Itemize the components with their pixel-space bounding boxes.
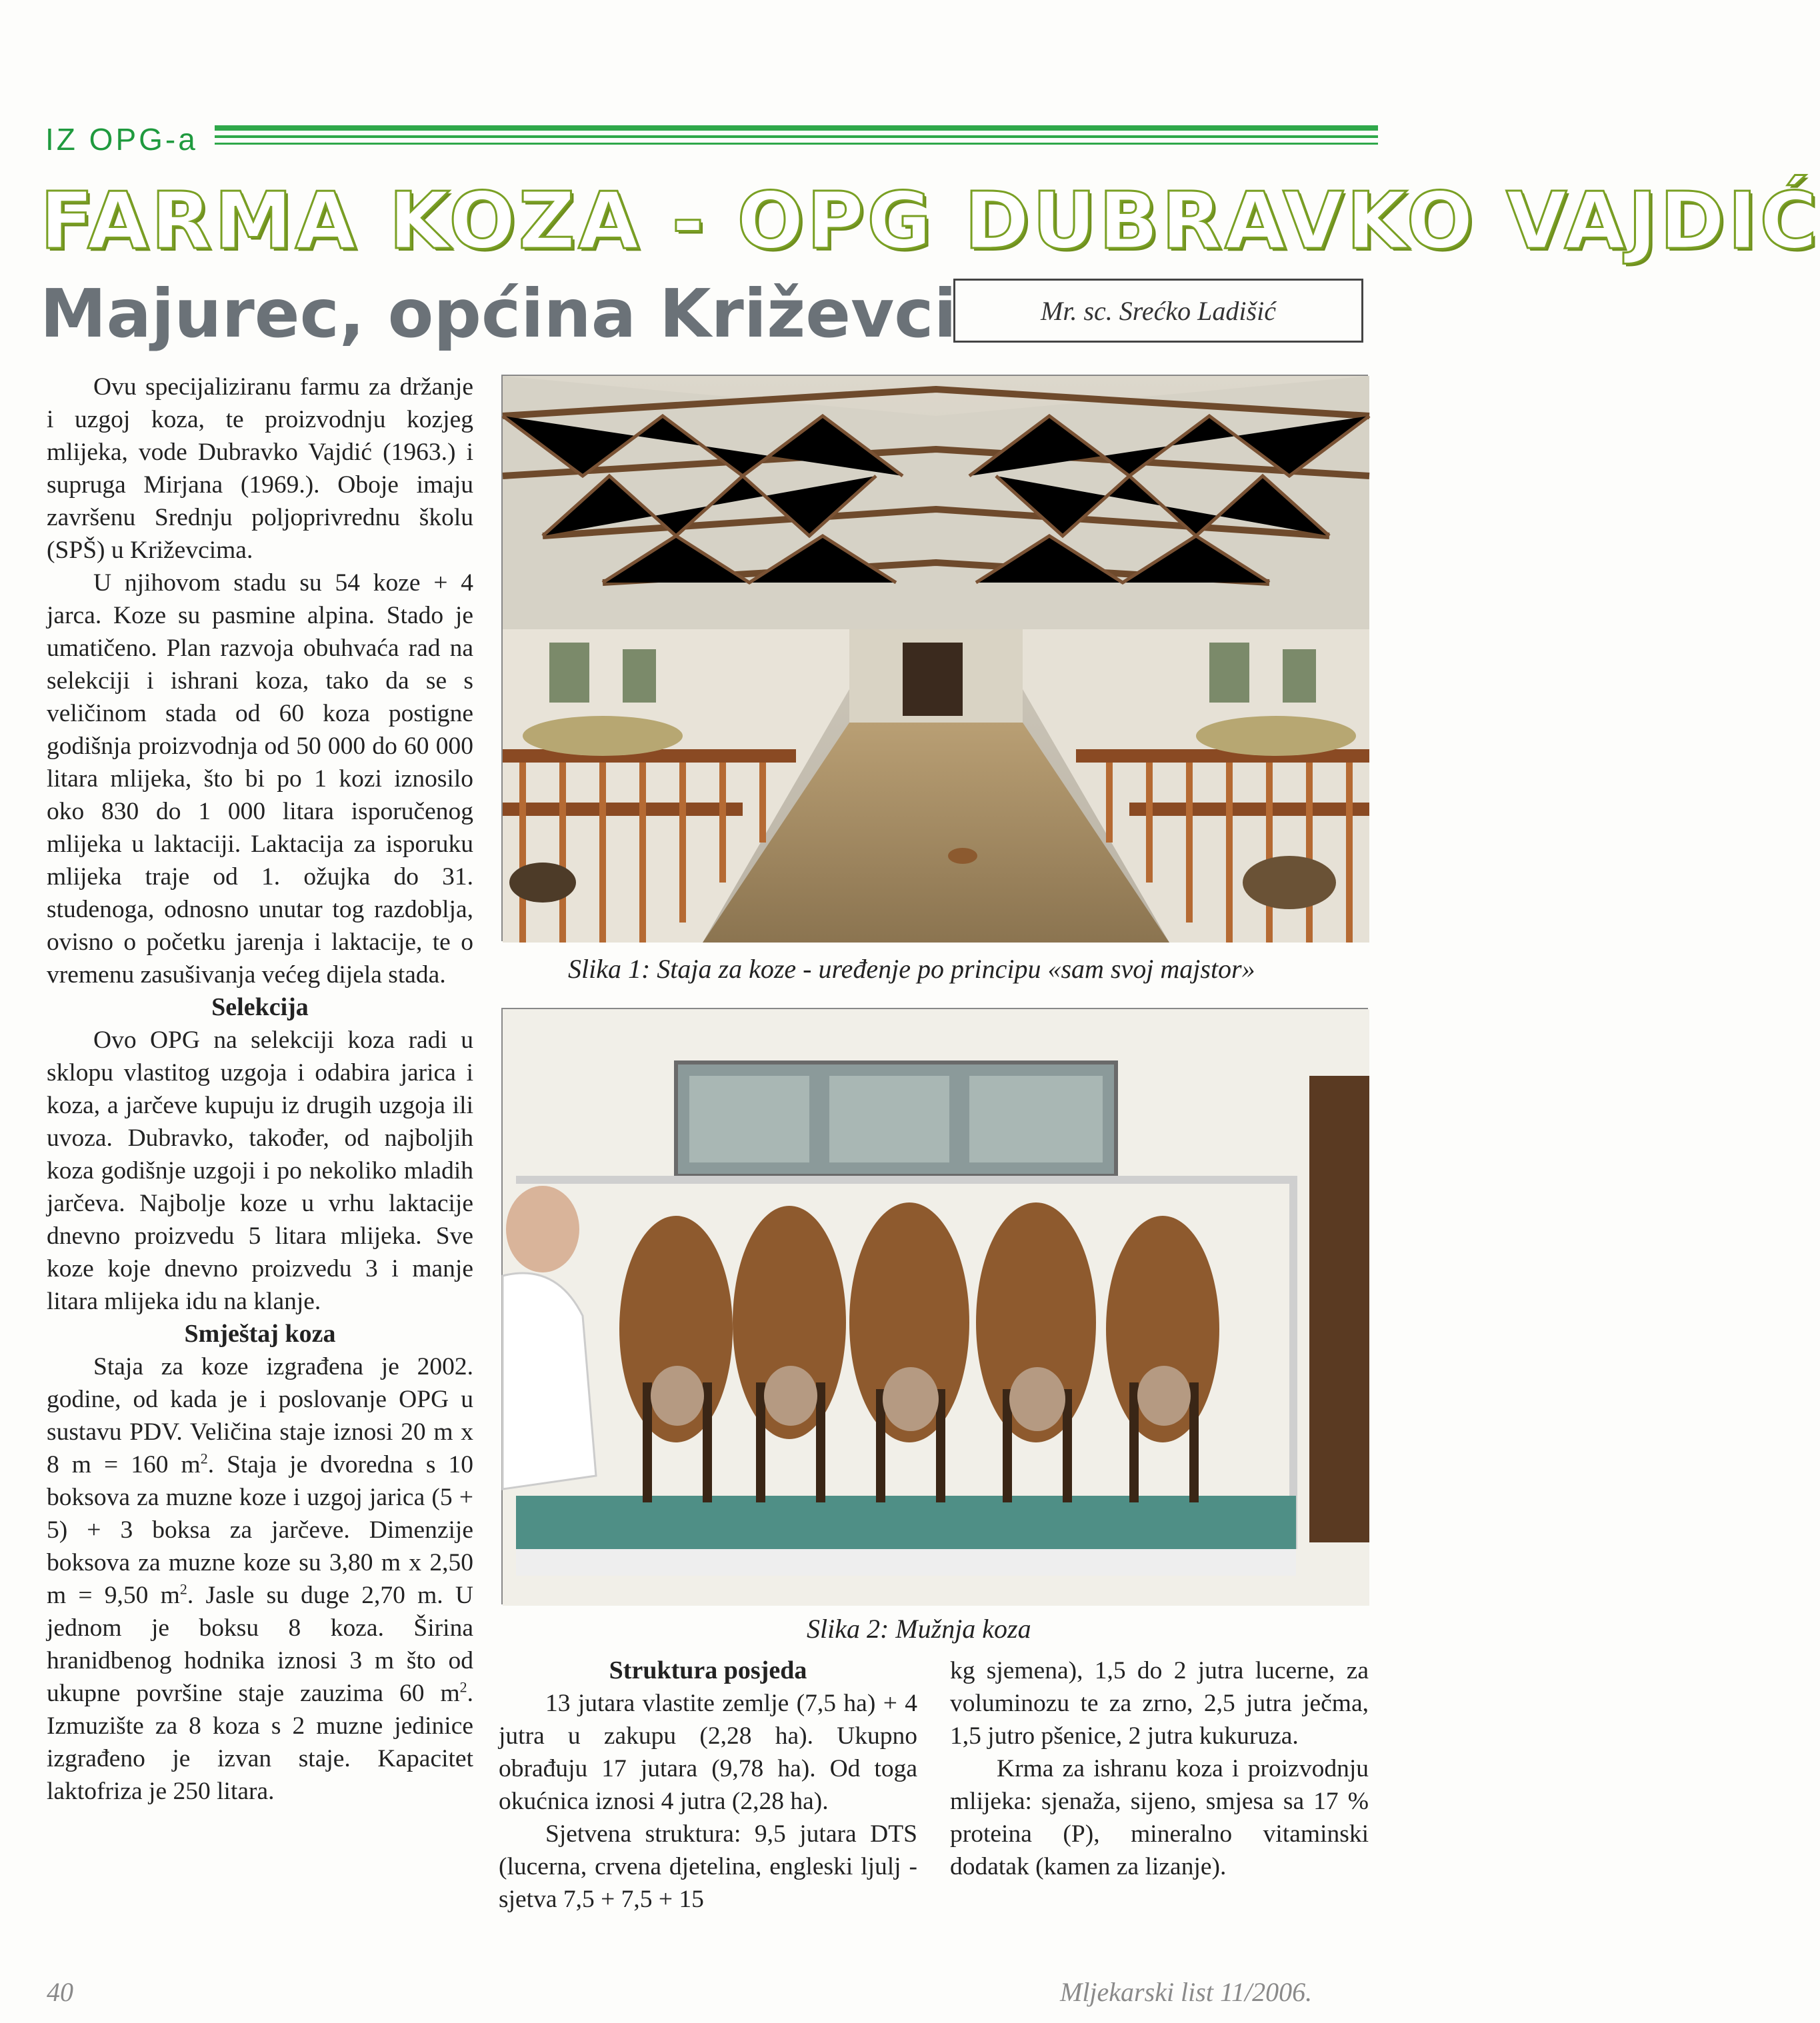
left-text-column [47, 371, 473, 1808]
superscript-2: 2 [179, 1580, 187, 1598]
feed-paragraph: Krma za ishranu koza i proizvodnju mlijeka: sjenaža, sijeno, smjesa sa 17 % proteina (P), mineralno vitaminski dodatak (kamen za lizanje). [950, 1755, 1369, 1880]
barn-illustration [503, 376, 1369, 943]
article-subtitle: Majurec, općina Križevci [40, 275, 957, 353]
heading-struktura: Struktura posjeda [609, 1656, 807, 1684]
superscript-2: 2 [200, 1450, 208, 1467]
sowing-paragraph: Sjetvena struktura: 9,5 jutara DTS (lucerna, crvena djetelina, engleski ljulj - sjetva 7,5 + 7,5 + 15 [499, 1820, 917, 1913]
estate-paragraph: 13 jutara vlastite zemlje (7,5 ha) + 4 jutra u zakupu (2,28 ha). Ukupno obrađuju 17 jutara (9,78 ha). Od toga okućnica iznosi 4 jutra (2,28 ha). [499, 1690, 917, 1815]
superscript-2: 2 [459, 1678, 467, 1696]
header-rule-bottom [215, 143, 1378, 145]
author-name: Mr. sc. Srećko Ladišić [1041, 295, 1276, 326]
page-number: 40 [47, 1977, 73, 2007]
article-title: FARMA KOZA - OPG DUBRAVKO VAJDIĆ [40, 175, 1820, 267]
right-text-column [950, 1654, 1369, 1883]
author-box [953, 279, 1363, 343]
housing-text-2: . Staja je dvoredna s 10 boksova za muzne koze i uzgoj jarica (5 + 5) + 3 boksa za jarčeve. Dimenzije boksova za muzne koze su 3,80 m x 2,50 m = 9,50 m [47, 1451, 473, 1609]
header-rule-top [215, 125, 1378, 131]
middle-text-column [499, 1654, 917, 1916]
housing-text-4: . Izmuzište za 8 koza s 2 muzne jedinice izgrađeno je izvan staje. Kapacitet laktofriza je 250 litara. [47, 1680, 473, 1805]
housing-text-3: . Jasle su duge 2,70 m. U jednom je boksu 8 koza. Širina hranidbenog hodnika iznosi 3 m što od ukupne površine staje zauzima 60 m [47, 1582, 473, 1707]
header-rule-middle [215, 135, 1378, 138]
crops-paragraph: kg sjemena), 1,5 do 2 jutra lucerne, za voluminozu te za zrno, 2,5 jutra ječma, 1,5 jutro pšenice, 2 jutra kukuruza. [950, 1657, 1369, 1750]
housing-text-1: Staja za koze izgrađena je 2002. godine, od kada je i poslovanje OPG u sustavu PDV. Veličina staje iznosi 20 m x 8 m = 160 m [47, 1353, 473, 1478]
herd-paragraph: U njihovom stadu su 54 koze + 4 jarca. Koze su pasmine alpina. Stado je umatičeno. Plan razvoja obuhvaća rad na selekciji i ishrani koza, tako da se s veličinom stada od 60 koza postigne godišnja proizvodnja od 50 000 do 60 000 litara mlijeka, što bi po 1 kozi iznosilo oko 830 do 1 000 litara isporučenog mlijeka u laktaciji. Laktacija za isporuku mlijeka traje od 1. ožujka do 31. studenoga, odnosno unutar tog razdoblja, ovisno o početku jarenja i laktacije, te o vremenu zasušivanja većeg dijela stada. [47, 569, 473, 989]
milking-illustration [503, 1009, 1369, 1606]
photo2-caption: Slika 2: Mužnja koza [807, 1614, 1031, 1644]
publication-name: Mljekarski list 11/2006. [1060, 1977, 1313, 2007]
housing-paragraph [47, 1350, 473, 1808]
photo1-caption: Slika 1: Staja za koze - uređenje po principu «sam svoj majstor» [568, 954, 1255, 984]
section-label: IZ OPG-a [45, 122, 198, 157]
photo-goat-milking [501, 1008, 1368, 1604]
heading-selekcija: Selekcija [211, 993, 309, 1021]
photo-goat-barn [501, 375, 1368, 941]
selection-paragraph: Ovo OPG na selekciji koza radi u sklopu vlastitog uzgoja i odabira jarica i koza, a jarčeve kupuju iz drugih uzgoja ili uvoza. Dubravko, također, od najboljih koza godišnje uzgoji i po nekoliko mladih jarčeva. Najbolje koze u vrhu laktacije dnevno proizvedu 5 litara mlijeka. Sve koze koje dnevno proizvedu 3 i manje litara mlijeka idu na klanje. [47, 1026, 473, 1315]
intro-paragraph: Ovu specijaliziranu farmu za držanje i uzgoj koza, te proizvodnju kozjeg mlijeka, vode Dubravko Vajdić (1963.) i supruga Mirjana (1969.). Oboje imaju završenu Srednju poljoprivrednu školu (SPŠ) u Križevcima. [47, 373, 473, 564]
heading-smjestaj: Smještaj koza [184, 1320, 336, 1348]
